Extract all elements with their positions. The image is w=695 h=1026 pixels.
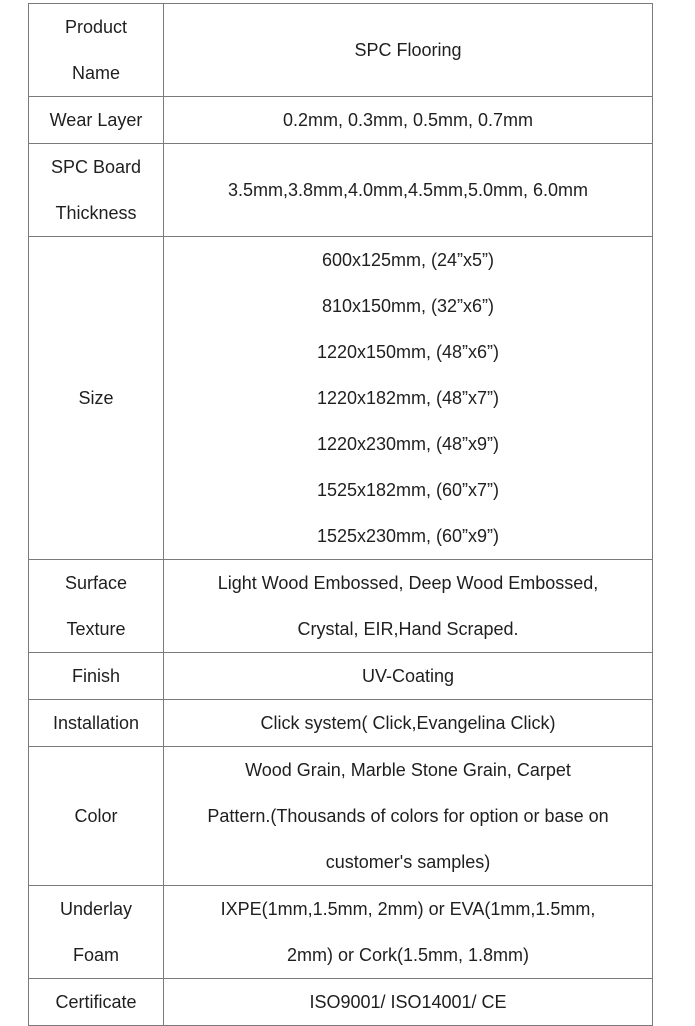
value-line: Click system( Click,Evangelina Click): [260, 713, 556, 733]
label-line: Product: [64, 17, 128, 37]
value-line: Light Wood Embossed, Deep Wood Embossed,: [217, 573, 599, 593]
value-line: 1220x150mm, (48”x6”): [316, 342, 500, 362]
label-cell: [29, 886, 164, 979]
row-size: [29, 237, 653, 560]
label-line: Texture: [66, 619, 126, 639]
label-line: Foam: [72, 945, 119, 965]
row-certificate: [29, 979, 653, 1026]
value-cell: [164, 237, 653, 560]
label-cell: [29, 747, 164, 886]
label-line: Surface: [64, 573, 128, 593]
label-line: Size: [78, 388, 114, 408]
label-line: Certificate: [55, 992, 137, 1012]
value-line: 1220x230mm, (48”x9”): [316, 434, 500, 454]
value-line: Crystal, EIR,Hand Scraped.: [297, 619, 519, 639]
value-line: 1220x182mm, (48”x7”): [316, 388, 500, 408]
row-product-name: [29, 4, 653, 97]
value-line: 3.5mm,3.8mm,4.0mm,4.5mm,5.0mm, 6.0mm: [227, 180, 589, 200]
label-line: Underlay: [59, 899, 133, 919]
value-line: IXPE(1mm,1.5mm, 2mm) or EVA(1mm,1.5mm,: [220, 899, 596, 919]
value-cell: [164, 979, 653, 1026]
label-line: Name: [71, 63, 120, 83]
label-line: Thickness: [55, 203, 137, 223]
value-line: 810x150mm, (32”x6”): [321, 296, 495, 316]
value-cell: [164, 886, 653, 979]
value-line: Wood Grain, Marble Stone Grain, Carpet: [245, 760, 571, 780]
value-line: SPC Flooring: [354, 40, 462, 60]
value-line: Pattern.(Thousands of colors for option or base on: [207, 806, 609, 826]
value-cell: [164, 560, 653, 653]
value-cell: [164, 747, 653, 886]
label-line: Color: [74, 806, 118, 826]
value-cell: [164, 4, 653, 97]
value-line: customer's samples): [325, 852, 491, 872]
spec-table: [28, 3, 653, 1026]
value-line: 600x125mm, (24”x5”): [321, 250, 495, 270]
label-cell: [29, 237, 164, 560]
value-line: 1525x230mm, (60”x9”): [316, 526, 500, 546]
value-line: ISO9001/ ISO14001/ CE: [309, 992, 507, 1012]
label-line: Wear Layer: [49, 110, 143, 130]
label-line: SPC Board: [50, 157, 142, 177]
value-cell: [164, 144, 653, 237]
label-cell: [29, 4, 164, 97]
label-cell: [29, 144, 164, 237]
row-board-thickness: [29, 144, 653, 237]
value-cell: [164, 653, 653, 700]
label-line: Installation: [52, 713, 140, 733]
value-line: 0.2mm, 0.3mm, 0.5mm, 0.7mm: [282, 110, 534, 130]
row-underlay-foam: [29, 886, 653, 979]
value-line: 2mm) or Cork(1.5mm, 1.8mm): [286, 945, 529, 965]
row-finish: [29, 653, 653, 700]
row-installation: [29, 700, 653, 747]
label-line: Finish: [71, 666, 120, 686]
label-cell: [29, 979, 164, 1026]
value-cell: [164, 97, 653, 144]
row-color: [29, 747, 653, 886]
label-cell: [29, 700, 164, 747]
value-cell: [164, 700, 653, 747]
row-wear-layer: [29, 97, 653, 144]
label-cell: [29, 97, 164, 144]
value-line: UV-Coating: [361, 666, 455, 686]
label-cell: [29, 653, 164, 700]
row-surface-texture: [29, 560, 653, 653]
value-line: 1525x182mm, (60”x7”): [316, 480, 500, 500]
label-cell: [29, 560, 164, 653]
